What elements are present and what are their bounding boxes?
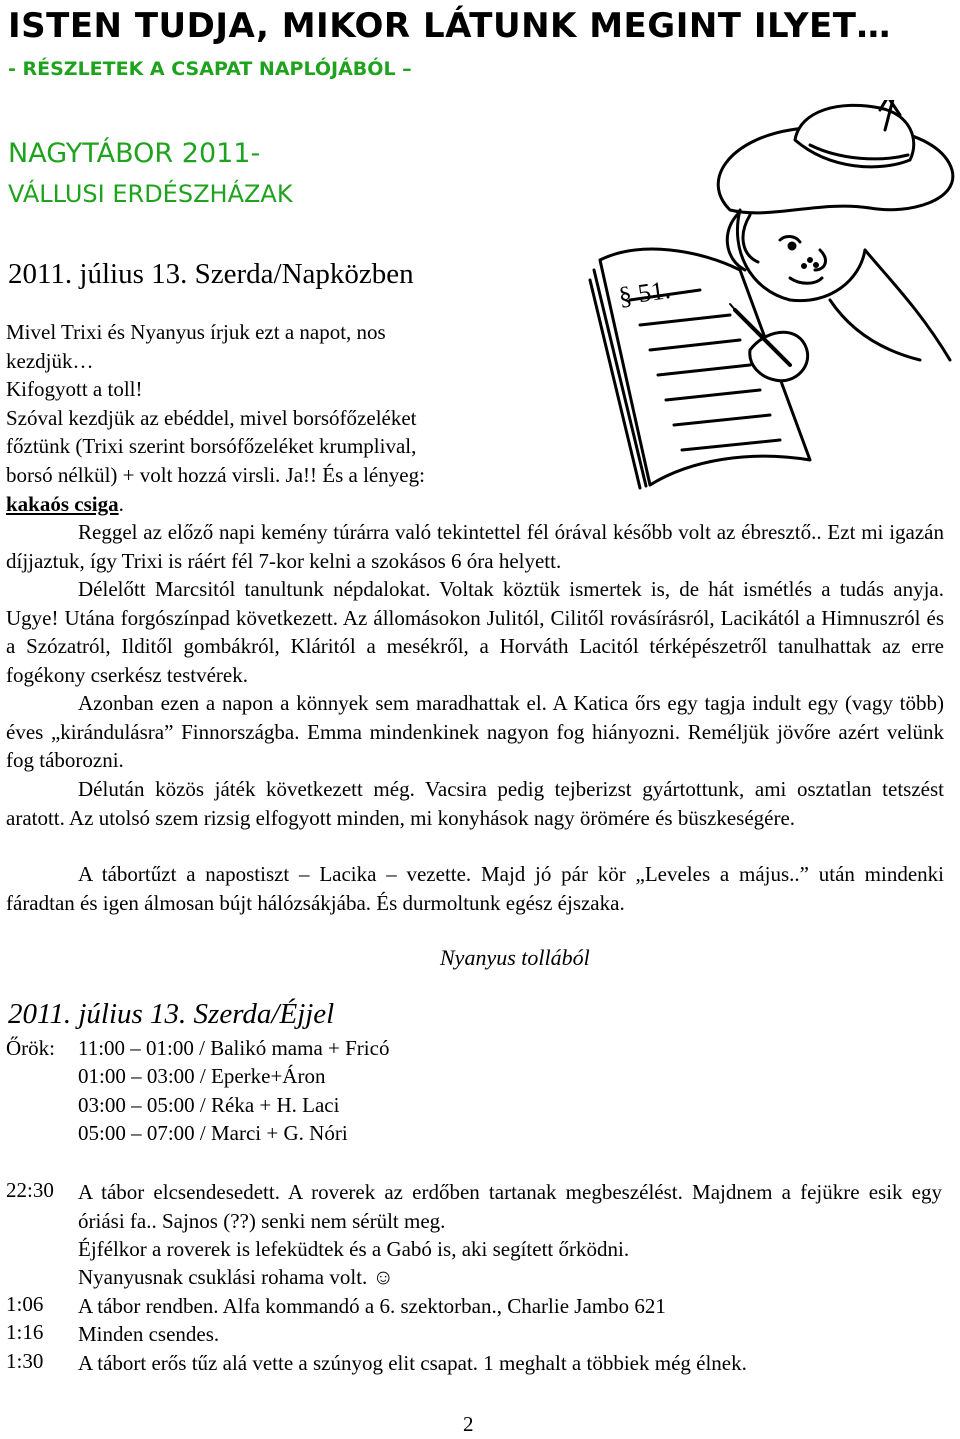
- intro-line: borsó nélkül) + volt hozzá virsli. Ja!! És a lényeg:: [6, 462, 425, 487]
- entry-heading-day: 2011. július 13. Szerda/Napközben: [8, 258, 414, 290]
- guards-label: Őrök:: [6, 1036, 55, 1060]
- log-entry: Minden csendes.: [78, 1322, 220, 1346]
- guard-shift: 05:00 – 07:00 / Marci + G. Nóri: [78, 1121, 348, 1145]
- log-entry: A tábort erős tűz alá vette a szúnyog elit csapat. 1 meghalt a többiek még élnek.: [78, 1351, 747, 1375]
- intro-line: Szóval kezdjük az ebéddel, mivel borsófőzeléket: [6, 405, 417, 430]
- signature: Nyanyus tollából: [440, 945, 590, 970]
- intro-end: .: [118, 491, 124, 516]
- entry-heading-night: 2011. július 13. Szerda/Éjjel: [8, 998, 335, 1030]
- guard-shift: 11:00 – 01:00 / Balikó mama + Fricó: [78, 1036, 390, 1060]
- intro-line: kezdjük…: [6, 348, 94, 373]
- log-entry: A tábor elcsendesedett. A roverek az erdőben tartanak megbeszélést. Majdnem a fejükre esik egy óriási fa.. Sajnos (??) senki nem sérült meg.: [78, 1180, 942, 1233]
- page-number: 2: [463, 1412, 474, 1436]
- log-time: 22:30: [6, 1178, 54, 1202]
- log-time: 1:06: [6, 1292, 44, 1316]
- intro-line: főztünk (Trixi szerint borsófőzeléket krumplival,: [6, 434, 417, 459]
- camp-location: VÁLLUSI ERDÉSZHÁZAK: [8, 180, 293, 208]
- log-entry: Éjfélkor a roverek is lefeküdtek és a Gabó is, aki segített őrködni.: [78, 1237, 630, 1261]
- log-entry: A tábor rendben. Alfa kommandó a 6. szektorban., Charlie Jambo 621: [78, 1294, 666, 1318]
- paragraph-wakeup: Reggel az előző napi kemény túrárra való tekintettel fél órával később volt az ébresztő.. Ezt mi igazán díjjaztuk, így Trixi is ráért fél 7-kor kelni a szokásos 6 óra helyett.: [6, 520, 944, 573]
- paragraph-afternoon: Délután közös játék következett még. Vacsira pedig tejberizst gyártottunk, ami osztatlan tetszést aratott. Az utolsó szem rizsig elfogyott minden, mi konyhások nagy örömére és büszkeségére.: [6, 777, 944, 830]
- notebook-text: § 51.: [616, 274, 673, 311]
- page-title: ISTEN TUDJA, MIKOR LÁTUNK MEGINT ILYET…: [8, 6, 891, 46]
- intro-line: Kifogyott a toll!: [6, 377, 143, 402]
- intro-line: Mivel Trixi és Nyanyus írjuk ezt a napot, nos: [6, 320, 386, 344]
- highlight-text: kakaós csiga: [6, 491, 119, 516]
- guard-shift: 01:00 – 03:00 / Eperke+Áron: [78, 1064, 326, 1088]
- log-time: 1:30: [6, 1349, 44, 1373]
- paragraph-morning: Délelőtt Marcsitól tanultunk népdalokat. Voltak köztük ismertek is, de hát ismétlés a tudás anyja. Ugye! Utána forgószínpad következett. Az állomásokon Julitól, Cilitől rovásírásról, Lacikától a Himnuszról és a Szózatról, Ilditől gombákról, Kláritól a mesékről, a Horváth Lacitól térképészetről tanulhattak az erre fogékony cserkész testvérek.: [6, 577, 944, 687]
- log-time: 1:16: [6, 1320, 44, 1344]
- guard-shift: 03:00 – 05:00 / Réka + H. Laci: [78, 1093, 340, 1117]
- page-subtitle: - RÉSZLETEK A CSAPAT NAPLÓJÁBÓL –: [8, 58, 412, 80]
- paragraph-campfire: A tábortűzt a napostiszt – Lacika – vezette. Majd jó pár kör „Leveles a május..” után mindenki fáradtan és igen álmosan bújt hálózsákjába. És durmoltunk egész éjszaka.: [6, 862, 944, 915]
- camp-name: NAGYTÁBOR 2011-: [8, 138, 261, 169]
- intro-paragraph: [6, 318, 526, 518]
- log-entry: Nyanyusnak csuklási rohama volt. ☺: [78, 1265, 394, 1289]
- paragraph-farewell: Azonban ezen a napon a könnyek sem maradhattak el. A Katica őrs egy tagja indult egy (vagy több) éves „kirándulásra” Finnországba. Emma mindenkinek nagyon fog hiányozni. Reméljük jövőre azért velünk fog táborozni.: [6, 691, 944, 773]
- scout-writing-illustration: [580, 100, 960, 490]
